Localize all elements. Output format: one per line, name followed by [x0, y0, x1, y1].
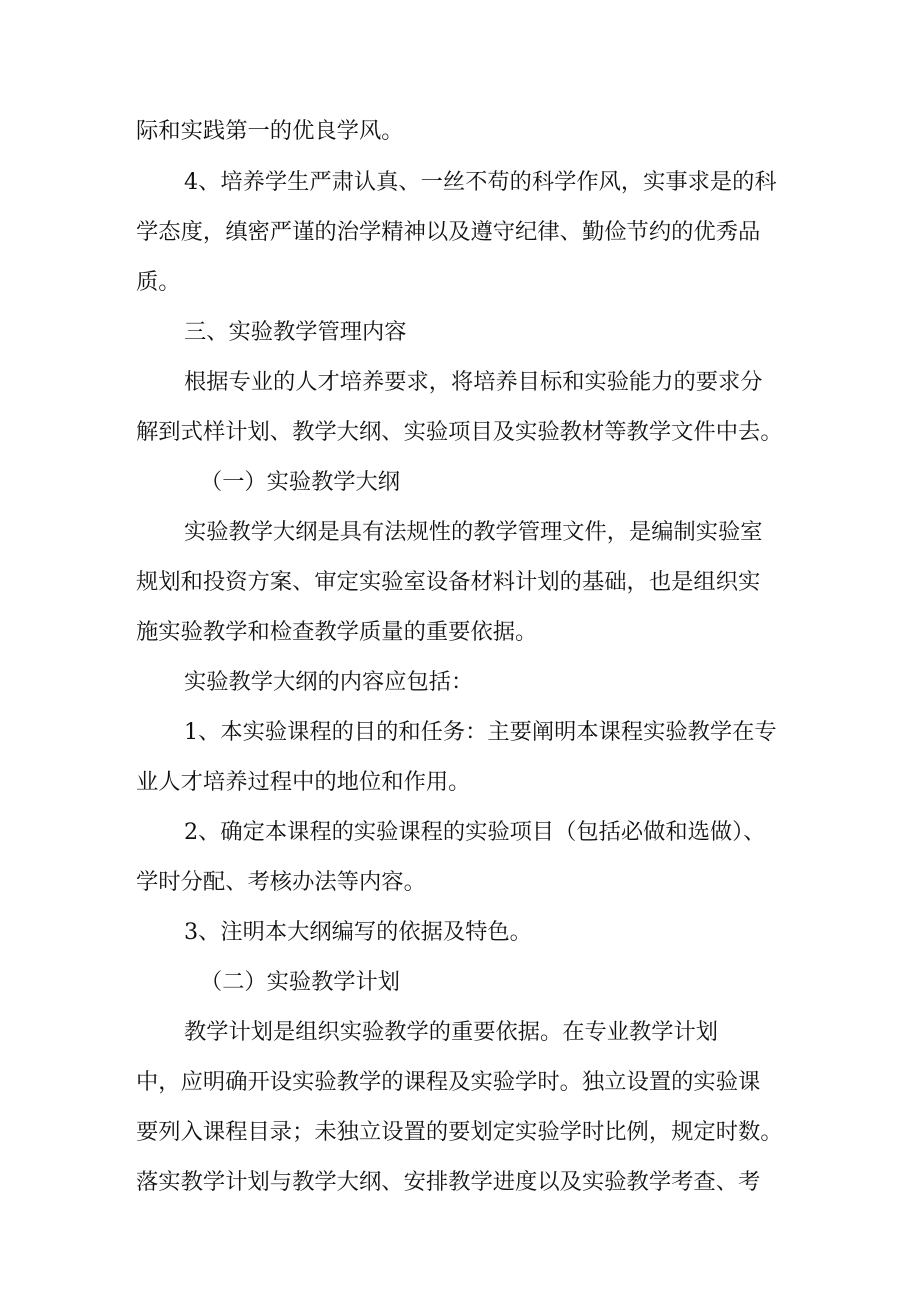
list-item-line: 4、培养学生严肃认真、一丝不苟的科学作风，实事求是的科 [184, 169, 777, 195]
body-text-line: 质。 [136, 269, 181, 295]
subsection-heading: （一）实验教学大纲 [200, 469, 400, 495]
subsection-heading: （二）实验教学计划 [200, 969, 400, 995]
body-text-line: 规划和投资方案、审定实验室设备材料计划的基础，也是组织实 [136, 569, 761, 595]
body-text-line: 实验教学大纲是具有法规性的教学管理文件，是编制实验室 [184, 519, 763, 545]
body-text-line: 施实验教学和检查教学质量的重要依据。 [136, 619, 538, 645]
list-item-line: 2、确定本课程的实验课程的实验项目（包括必做和选做）、 [184, 819, 766, 845]
section-heading: 三、实验教学管理内容 [184, 319, 407, 345]
body-text-line: 落实教学计划与教学大纲、安排教学进度以及实验教学考查、考 [136, 1169, 761, 1195]
body-text-line: 实验教学大纲的内容应包括： [184, 669, 474, 695]
body-text-line: 际和实践第一的优良学风。 [136, 118, 404, 144]
body-text-line: 教学计划是组织实验教学的重要依据。在专业教学计划 [184, 1019, 718, 1045]
body-text-line: 学态度，缜密严谨的治学精神以及遵守纪律、勤俭节约的优秀品 [136, 219, 761, 245]
body-text-line: 要列入课程目录；未独立设置的要划定实验学时比例，规定时数。 [136, 1119, 783, 1145]
list-item-line: 1、本实验课程的目的和任务：主要阐明本课程实验教学在专 [184, 719, 777, 745]
body-text-line: 中，应明确开设实验教学的课程及实验学时。独立设置的实验课 [136, 1069, 761, 1095]
body-text-line: 业人才培养过程中的地位和作用。 [136, 769, 471, 795]
body-text-line: 根据专业的人才培养要求，将培养目标和实验能力的要求分 [184, 369, 763, 395]
list-item-line: 3、注明本大纲编写的依据及特色。 [184, 919, 532, 945]
body-text-line: 学时分配、考核办法等内容。 [136, 869, 426, 895]
body-text-line: 解到式样计划、教学大纲、实验项目及实验教材等教学文件中去。 [136, 419, 783, 445]
